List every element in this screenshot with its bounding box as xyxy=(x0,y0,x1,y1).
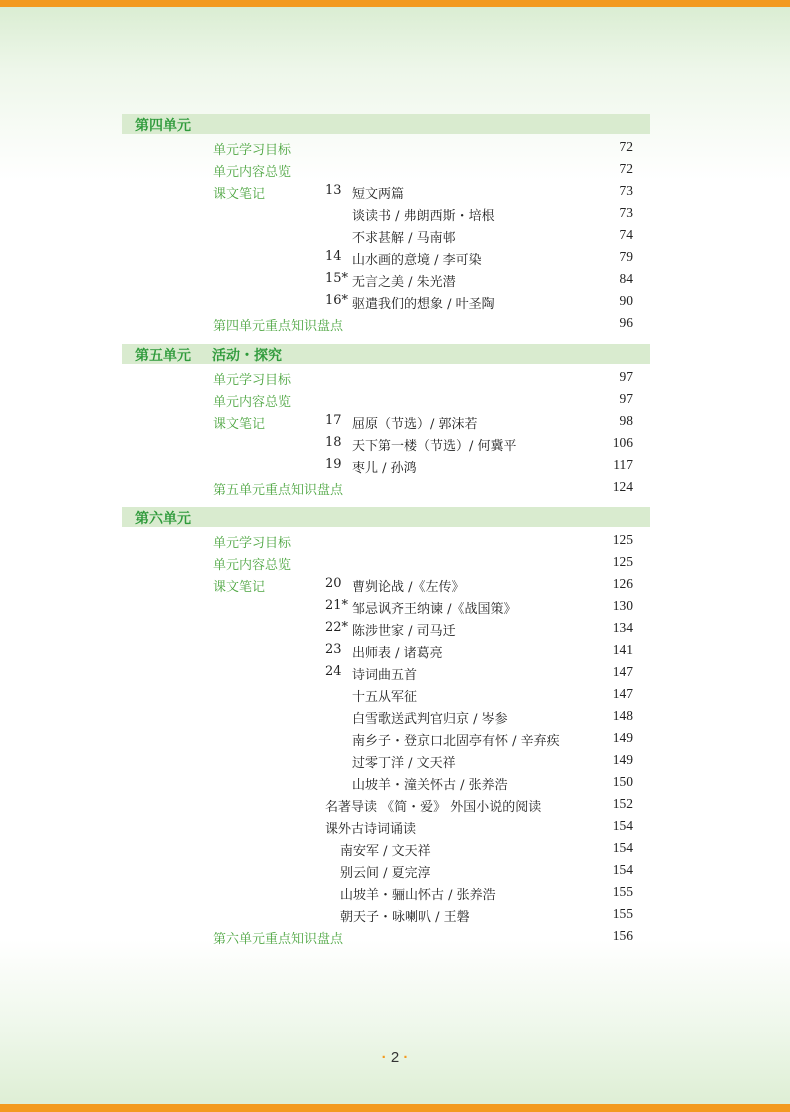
page-ref: 125 xyxy=(612,554,633,569)
toc-entry[interactable] xyxy=(0,818,790,840)
page-number-value: 2 xyxy=(390,1049,400,1066)
section-label: 第四单元重点知识盘点 xyxy=(213,319,344,334)
lesson-title: 短文两篇 xyxy=(352,187,405,202)
toc-entry[interactable] xyxy=(0,642,790,664)
section-label: 单元学习目标 xyxy=(213,373,292,388)
page-ref: 147 xyxy=(612,686,633,701)
page-ref: 149 xyxy=(612,730,633,745)
toc-entry[interactable] xyxy=(0,796,790,818)
sub-title: 南乡子・登京口北固亭有怀 / 辛弃疾 xyxy=(352,734,560,749)
toc-entry[interactable] xyxy=(0,862,790,884)
page-ref: 156 xyxy=(612,928,633,943)
unit-name: 第四单元 xyxy=(135,118,191,134)
page-ref: 79 xyxy=(619,249,633,264)
toc-entry[interactable] xyxy=(0,271,790,293)
unit-header xyxy=(122,344,650,364)
lesson-title: 陈涉世家 / 司马迁 xyxy=(352,624,456,639)
section-label: 课文笔记 xyxy=(213,187,266,202)
special-title: 名著导读 《简・爱》 外国小说的阅读 xyxy=(325,800,542,815)
page-ref: 148 xyxy=(612,708,633,723)
page-ref: 106 xyxy=(612,435,633,450)
page-number xyxy=(0,1049,790,1066)
lesson-number: 16* xyxy=(325,293,349,308)
sub-title: 南安军 / 文天祥 xyxy=(340,844,431,859)
toc-entry[interactable] xyxy=(0,730,790,752)
toc-entry[interactable] xyxy=(0,906,790,928)
page-ref: 96 xyxy=(619,315,633,330)
section-label: 单元内容总览 xyxy=(213,395,292,410)
unit-theme: 活动・探究 xyxy=(212,348,282,364)
lesson-title: 邹忌讽齐王纳谏 /《战国策》 xyxy=(352,602,517,617)
page-ref: 74 xyxy=(619,227,633,242)
lesson-number: 15* xyxy=(325,271,349,286)
lesson-title: 天下第一楼（节选）/ 何冀平 xyxy=(352,439,517,454)
sub-title: 白雪歌送武判官归京 / 岑参 xyxy=(352,712,508,727)
toc-entry[interactable] xyxy=(0,315,790,337)
section-label: 单元内容总览 xyxy=(213,558,292,573)
lesson-number: 14 xyxy=(325,249,342,264)
page-ref: 149 xyxy=(612,752,633,767)
page-ref: 150 xyxy=(612,774,633,789)
toc-entry[interactable] xyxy=(0,598,790,620)
toc-entry[interactable] xyxy=(0,708,790,730)
sub-title: 不求甚解 / 马南邨 xyxy=(352,231,456,246)
section-label: 第六单元重点知识盘点 xyxy=(213,932,344,947)
bottom-orange-bar xyxy=(0,1104,790,1112)
section-label: 单元内容总览 xyxy=(213,165,292,180)
toc-entry[interactable] xyxy=(0,840,790,862)
lesson-title: 枣儿 / 孙鸿 xyxy=(352,461,417,476)
toc-entry[interactable] xyxy=(0,369,790,391)
sub-title: 山坡羊・骊山怀古 / 张养浩 xyxy=(340,888,496,903)
page-ref: 117 xyxy=(613,457,633,472)
section-label: 课文笔记 xyxy=(213,417,266,432)
sub-title: 朝天子・咏喇叭 / 王磐 xyxy=(340,910,470,925)
lesson-number: 20 xyxy=(325,576,342,591)
special-title: 课外古诗词诵读 xyxy=(325,822,417,837)
toc-entry[interactable] xyxy=(0,928,790,950)
toc-entry[interactable] xyxy=(0,576,790,598)
page-dot-left: · xyxy=(381,1049,387,1066)
page-ref: 98 xyxy=(619,413,633,428)
page-ref: 126 xyxy=(612,576,633,591)
sub-title: 山坡羊・潼关怀古 / 张养浩 xyxy=(352,778,508,793)
lesson-title: 山水画的意境 / 李可染 xyxy=(352,253,482,268)
page-ref: 154 xyxy=(612,818,633,833)
page-ref: 97 xyxy=(619,369,633,384)
sub-title: 别云间 / 夏完淳 xyxy=(340,866,431,881)
toc-entry[interactable] xyxy=(0,686,790,708)
lesson-number: 22* xyxy=(325,620,349,635)
toc-entry[interactable] xyxy=(0,532,790,554)
page-ref: 97 xyxy=(619,391,633,406)
toc-entry[interactable] xyxy=(0,139,790,161)
page-ref: 72 xyxy=(619,161,633,176)
toc-entry[interactable] xyxy=(0,293,790,315)
page-ref: 155 xyxy=(612,884,633,899)
lesson-number: 23 xyxy=(325,642,342,657)
page-ref: 124 xyxy=(612,479,633,494)
section-label: 单元学习目标 xyxy=(213,143,292,158)
section-label: 第五单元重点知识盘点 xyxy=(213,483,344,498)
page-ref: 155 xyxy=(612,906,633,921)
lesson-title: 无言之美 / 朱光潜 xyxy=(352,275,456,290)
sub-title: 谈读书 / 弗朗西斯・培根 xyxy=(352,209,495,224)
page-ref: 73 xyxy=(619,183,633,198)
toc-entry[interactable] xyxy=(0,435,790,457)
toc-entry[interactable] xyxy=(0,479,790,501)
lesson-number: 13 xyxy=(325,183,342,198)
toc-entry[interactable] xyxy=(0,774,790,796)
lesson-title: 曹刿论战 /《左传》 xyxy=(352,580,465,595)
lesson-title: 驱遣我们的想象 / 叶圣陶 xyxy=(352,297,495,312)
lesson-title: 屈原（节选）/ 郭沫若 xyxy=(352,417,478,432)
toc-entry[interactable] xyxy=(0,554,790,576)
lesson-number: 19 xyxy=(325,457,342,472)
sub-title: 过零丁洋 / 文天祥 xyxy=(352,756,456,771)
lesson-number: 24 xyxy=(325,664,342,679)
page-dot-right: · xyxy=(403,1049,409,1066)
unit-name: 第六单元 xyxy=(135,511,191,527)
lesson-number: 18 xyxy=(325,435,342,450)
lesson-number: 17 xyxy=(325,413,342,428)
page-ref: 72 xyxy=(619,139,633,154)
toc-entry[interactable] xyxy=(0,391,790,413)
unit-header xyxy=(122,507,650,527)
section-label: 课文笔记 xyxy=(213,580,266,595)
lesson-title: 出师表 / 诸葛亮 xyxy=(352,646,443,661)
toc-entry[interactable] xyxy=(0,249,790,271)
page-ref: 152 xyxy=(612,796,633,811)
page-ref: 73 xyxy=(619,205,633,220)
top-orange-bar xyxy=(0,0,790,7)
page-ref: 130 xyxy=(612,598,633,613)
page-ref: 134 xyxy=(612,620,633,635)
page-ref: 147 xyxy=(612,664,633,679)
toc-entry[interactable] xyxy=(0,413,790,435)
page-ref: 154 xyxy=(612,862,633,877)
toc-entry[interactable] xyxy=(0,664,790,686)
toc-entry[interactable] xyxy=(0,752,790,774)
toc-entry[interactable] xyxy=(0,620,790,642)
toc-entry[interactable] xyxy=(0,205,790,227)
lesson-title: 诗词曲五首 xyxy=(352,668,418,683)
page-ref: 90 xyxy=(619,293,633,308)
page-ref: 141 xyxy=(612,642,633,657)
unit-header xyxy=(122,114,650,134)
section-label: 单元学习目标 xyxy=(213,536,292,551)
toc-entry[interactable] xyxy=(0,183,790,205)
page-ref: 84 xyxy=(619,271,633,286)
page-ref: 125 xyxy=(612,532,633,547)
toc-entry[interactable] xyxy=(0,227,790,249)
sub-title: 十五从军征 xyxy=(352,690,418,705)
toc-entry[interactable] xyxy=(0,457,790,479)
toc-entry[interactable] xyxy=(0,884,790,906)
page-ref: 154 xyxy=(612,840,633,855)
lesson-number: 21* xyxy=(325,598,349,613)
unit-name: 第五单元 xyxy=(135,348,191,364)
toc-entry[interactable] xyxy=(0,161,790,183)
